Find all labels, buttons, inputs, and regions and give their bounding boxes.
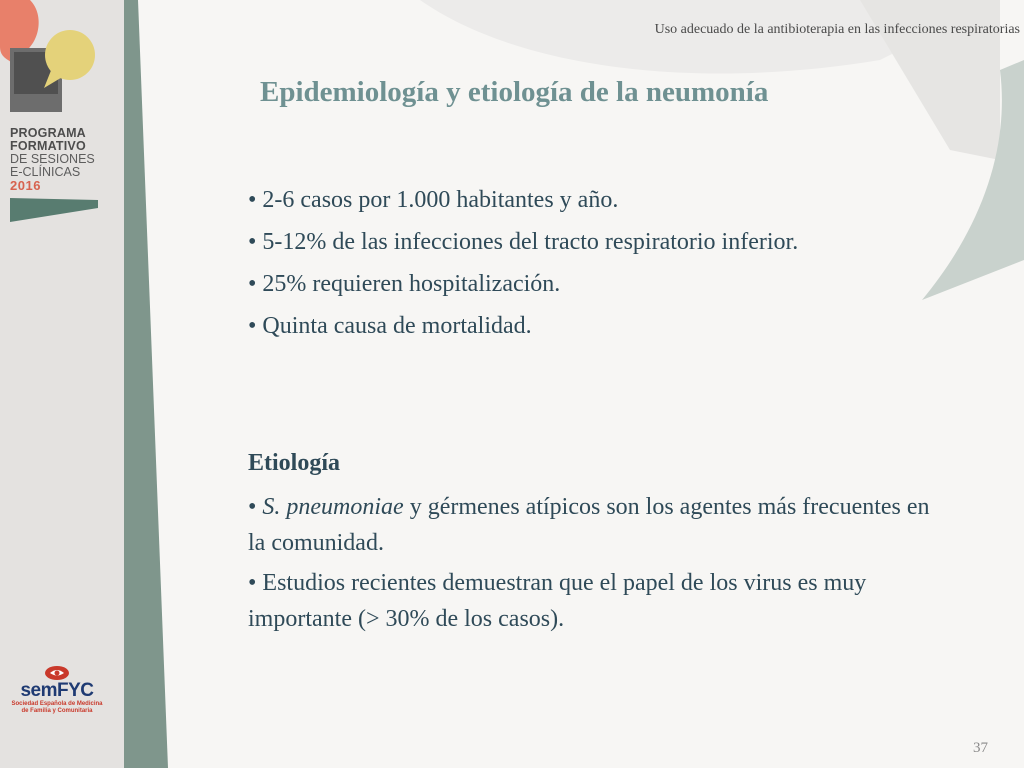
sidebar-green-band [124,0,168,768]
program-line2: FORMATIVO [10,139,86,153]
slide-title: Epidemiología y etiología de la neumonía [260,76,769,108]
etiology-paragraph-1: • S. pneumoniae y gérmenes atípicos son los agentes más frecuentes en la comunidad. [248,494,930,556]
program-line3: DE SESIONES [10,152,95,166]
pathogen-name: S. pneumoniae [262,494,404,520]
program-year: 2016 [10,178,41,193]
bullet-item: • 25% requieren hospitalización. [248,271,561,297]
semfyc-logo [7,665,107,715]
bullet-item: • 2-6 casos por 1.000 habitantes y año. [248,187,619,213]
semfyc-subtitle-1: Sociedad Española de Medicina [11,701,103,707]
epidemiology-bullet-list [248,184,798,352]
etiology-heading: Etiología [248,450,341,476]
program-line1: PROGRAMA [10,126,86,140]
semfyc-emblem-icon [44,665,70,681]
semfyc-subtitle-2: de Familia y Comunitaria [21,708,93,714]
semfyc-name: semFYC [20,680,94,701]
program-line4: E-CLÍNICAS [10,165,81,179]
etiology-paragraph-2: • Estudios recientes demuestran que el papel de los virus es muy importante (> 30% de los casos). [248,570,867,632]
program-logo [10,127,95,192]
bullet-item: • Quinta causa de mortalidad. [248,313,532,339]
presentation-header-title: Uso adecuado de la antibioterapia en las infecciones respiratorias [654,22,1020,37]
sidebar-panel [0,0,124,768]
bullet-item: • 5-12% de las infecciones del tracto respiratorio inferior. [248,229,799,255]
page-number: 37 [973,740,988,756]
